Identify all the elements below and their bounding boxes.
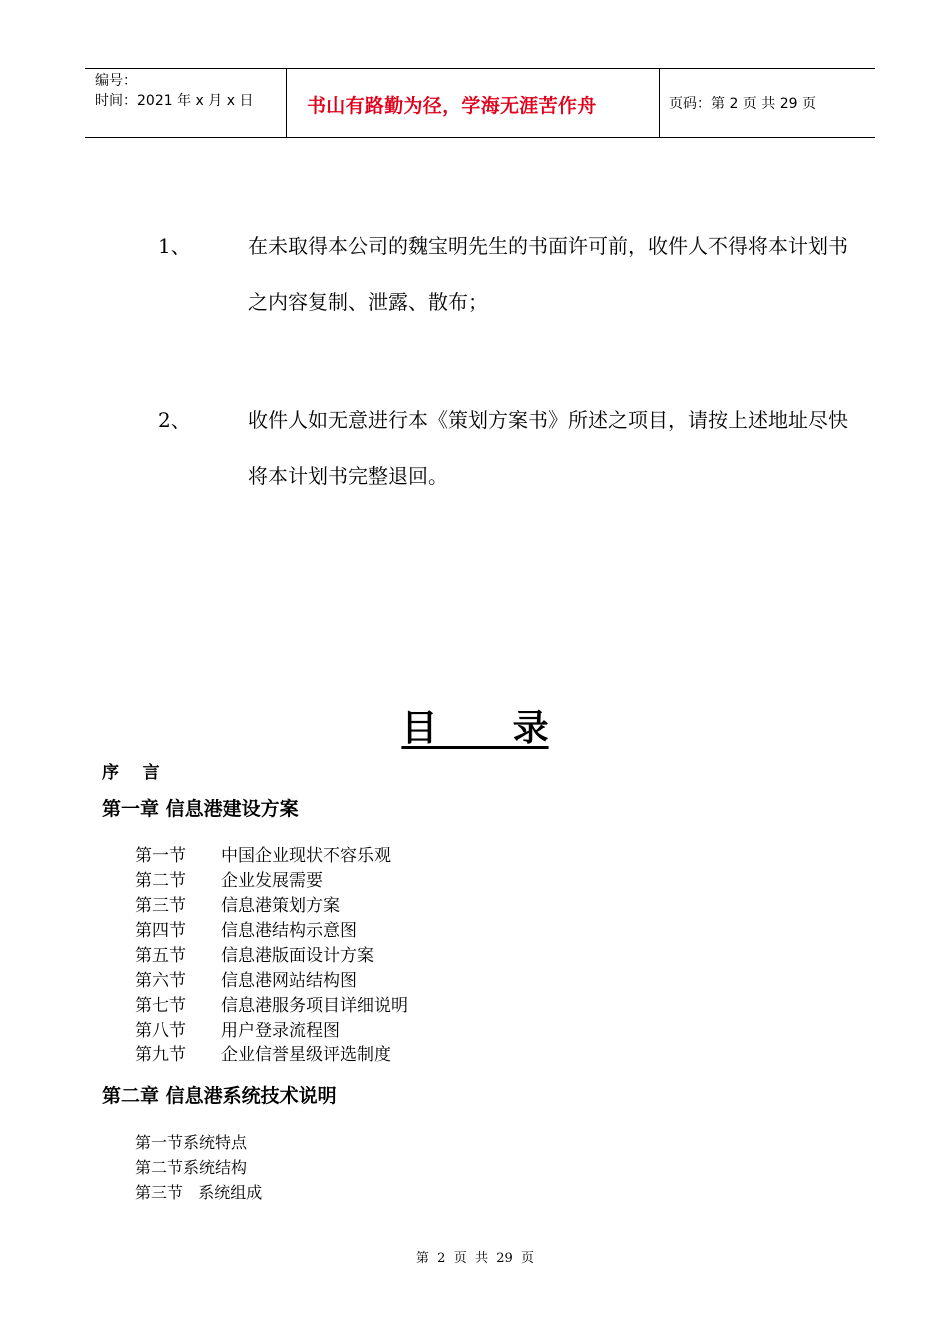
toc-section-title: 信息港服务项目详细说明: [221, 996, 408, 1016]
toc-section-title: 企业信誉星级评选制度: [221, 1045, 391, 1065]
page-header: [85, 68, 875, 138]
toc-section-number: 第二节: [135, 871, 186, 891]
notice-text: 在未取得本公司的魏宝明先生的书面许可前，收件人不得将本计划书之内容复制、泄露、散布；: [248, 234, 848, 314]
toc-title: [0, 700, 950, 751]
toc-section: 第二节系统结构: [135, 1158, 248, 1177]
toc-section: [135, 919, 357, 944]
header-time-label: 时间：2021 年 x 月 x 日: [95, 93, 254, 109]
toc-section-number: 第九节: [135, 1045, 186, 1065]
toc-section-title: 用户登录流程图: [221, 1021, 340, 1041]
header-motto-cell: [286, 69, 660, 137]
toc-section: 第一节系统特点: [135, 1133, 248, 1152]
header-page-info: 页码：第 2 页 共 29 页: [669, 96, 816, 112]
toc-section-title: 信息港策划方案: [221, 896, 340, 916]
page-footer: 第 2 页 共 29 页: [415, 1251, 535, 1266]
toc-title-text: 目 录: [401, 707, 549, 749]
header-number-label: 编号：: [95, 73, 137, 89]
toc-section-number: 第六节: [135, 971, 186, 991]
toc-section-number: 第七节: [135, 996, 186, 1016]
toc-section: [135, 994, 408, 1019]
toc-section-number: 第四节: [135, 921, 186, 941]
toc-section: [135, 869, 323, 894]
toc-section: [135, 844, 391, 869]
toc-section-title: 信息港版面设计方案: [221, 946, 374, 966]
toc-section-title: 中国企业现状不容乐观: [221, 846, 391, 866]
toc-section-title: 企业发展需要: [221, 871, 323, 891]
toc-section: [135, 894, 340, 919]
notice-number: 1、: [158, 234, 191, 258]
toc-section-title: 信息港网站结构图: [221, 971, 357, 991]
toc-chapter-2: 第二章 信息港系统技术说明: [102, 1085, 337, 1107]
toc-section: [135, 1043, 391, 1068]
notice-number: 2、: [158, 408, 191, 432]
header-motto: 书山有路勤为径，学海无涯苦作舟: [307, 95, 597, 117]
toc-section: 第三节 系统组成: [135, 1183, 263, 1202]
notice-text: 收件人如无意进行本《策划方案书》所述之项目，请按上述地址尽快将本计划书完整退回。: [248, 408, 848, 488]
toc-section: [135, 1019, 340, 1044]
toc-section-number: 第八节: [135, 1021, 186, 1041]
toc-section-number: 第一节: [135, 846, 186, 866]
toc-section: [135, 944, 374, 969]
toc-section-number: 第五节: [135, 946, 186, 966]
toc-chapter-1: 第一章 信息港建设方案: [102, 798, 299, 820]
toc-section-title: 信息港结构示意图: [221, 921, 357, 941]
header-page-cell: [659, 69, 875, 137]
toc-section-number: 第三节: [135, 896, 186, 916]
toc-section: [135, 969, 357, 994]
header-meta: [85, 69, 286, 137]
toc-preface: 序 言: [102, 763, 160, 783]
